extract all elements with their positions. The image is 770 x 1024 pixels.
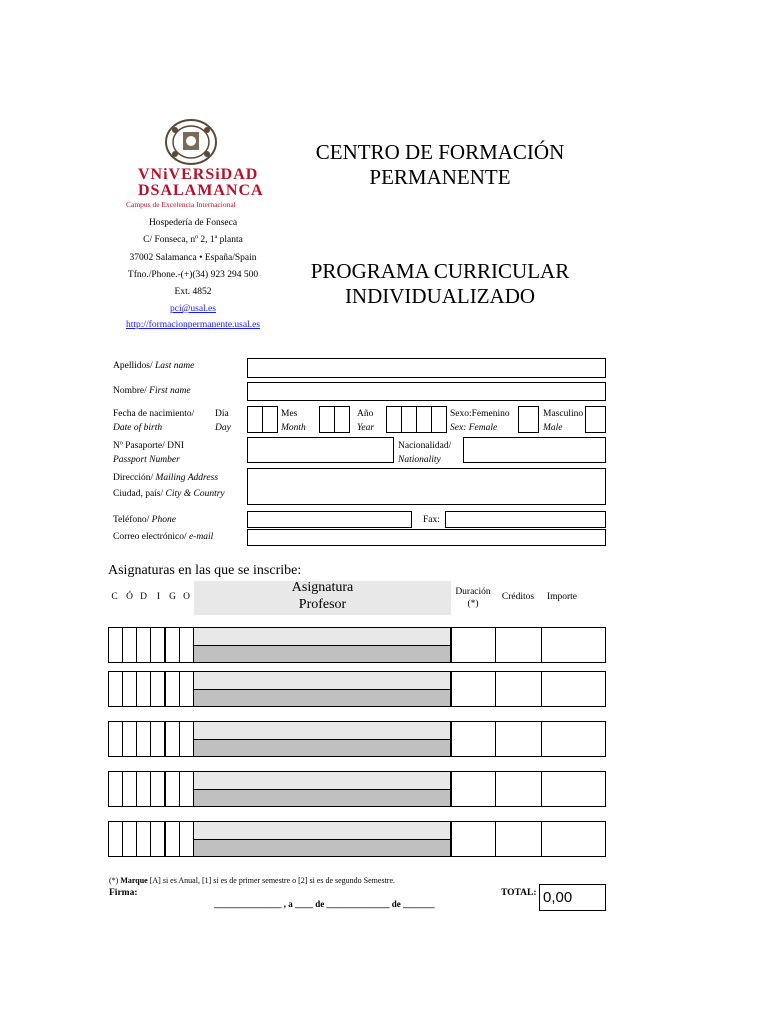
total-label: TOTAL:	[501, 888, 537, 898]
credits-header-label: Créditos	[501, 592, 535, 602]
firstname-label: Nombre/ First name	[113, 386, 191, 396]
credits-input[interactable]	[495, 627, 542, 663]
fax-input[interactable]	[445, 511, 606, 528]
signature-label: Firma:	[109, 888, 138, 898]
logo-line2: DSALAMANCA	[138, 182, 264, 199]
duration-input[interactable]	[451, 671, 496, 707]
code-cell[interactable]	[165, 671, 180, 707]
contact-line1: Hospedería de Fonseca	[148, 218, 238, 228]
day-label: Día Day	[215, 409, 231, 433]
code-cell[interactable]	[122, 671, 137, 707]
code-cell[interactable]	[108, 771, 123, 807]
footer-note: (*) Marque [A] si es Anual, [1] si es de primer semestre o [2] si es de segundo Semestre.	[109, 876, 396, 885]
code-letter-g: G	[169, 592, 176, 602]
day-digit-2[interactable]	[262, 406, 278, 433]
duration-input[interactable]	[451, 821, 496, 857]
university-logo	[120, 118, 270, 213]
code-cell[interactable]	[179, 627, 194, 663]
total-value: 0,00	[543, 889, 573, 906]
code-letter-o-acute: Ó	[126, 592, 133, 602]
female-checkbox[interactable]	[518, 406, 539, 433]
code-cell[interactable]	[165, 627, 180, 663]
code-cell[interactable]	[122, 627, 137, 663]
month-label: Mes Month	[281, 409, 306, 433]
duration-input[interactable]	[451, 627, 496, 663]
crest-icon	[163, 118, 219, 166]
credits-input[interactable]	[495, 771, 542, 807]
contact-line4: Tfno./Phone.-(+)(34) 923 294 500	[127, 270, 259, 280]
code-cell[interactable]	[108, 671, 123, 707]
code-cell[interactable]	[179, 671, 194, 707]
month-digit-2[interactable]	[334, 406, 350, 433]
teacher-input[interactable]	[193, 689, 451, 707]
code-cell[interactable]	[136, 821, 151, 857]
address-label: Dirección/ Mailing Address	[113, 473, 219, 483]
amount-input[interactable]	[541, 771, 606, 807]
code-cell[interactable]	[136, 771, 151, 807]
passport-label: Nº Pasaporte/ DNI Passport Number	[113, 441, 185, 465]
credits-input[interactable]	[495, 671, 542, 707]
passport-input[interactable]	[247, 437, 394, 463]
male-checkbox[interactable]	[585, 406, 606, 433]
teacher-header-label: Profesor	[298, 597, 347, 612]
center-title: CENTRO DE FORMACIÓN PERMANENTE	[315, 140, 565, 189]
male-label: Masculino Male	[543, 409, 584, 433]
code-cell[interactable]	[122, 771, 137, 807]
web-link[interactable]: http://formacionpermanente.usal.es	[125, 320, 260, 330]
code-cell[interactable]	[122, 821, 137, 857]
amount-input[interactable]	[541, 721, 606, 757]
lastname-input[interactable]	[247, 358, 606, 378]
code-letter-i: I	[156, 592, 161, 602]
logo-line1: VNiVERSiDAD	[138, 166, 259, 183]
dob-label: Fecha de nacimiento/ Date of birth	[113, 409, 195, 433]
teacher-input[interactable]	[193, 839, 451, 857]
phone-input[interactable]	[247, 511, 412, 528]
email-link[interactable]: pci@usal.es	[170, 304, 216, 314]
code-cell[interactable]	[108, 721, 123, 757]
firstname-input[interactable]	[247, 382, 606, 401]
email-label: Correo electrónico/ e-mail	[113, 532, 214, 542]
duration-header-label: Duración	[455, 587, 491, 597]
code-cell[interactable]	[150, 627, 165, 663]
subjects-heading: Asignaturas en las que se inscribe:	[108, 563, 302, 578]
teacher-input[interactable]	[193, 789, 451, 807]
code-cell[interactable]	[150, 771, 165, 807]
city-label: Ciudad, país/ City & Country	[113, 489, 225, 499]
code-cell[interactable]	[165, 721, 180, 757]
duration-note-label: (*)	[467, 599, 479, 609]
code-cell[interactable]	[136, 721, 151, 757]
nationality-input[interactable]	[463, 437, 606, 463]
code-cell[interactable]	[108, 821, 123, 857]
address-input[interactable]	[247, 468, 606, 505]
code-cell[interactable]	[150, 671, 165, 707]
code-cell[interactable]	[179, 821, 194, 857]
teacher-input[interactable]	[193, 739, 451, 757]
contact-line2: C/ Fonseca, nº 2, 1ª planta	[143, 235, 243, 245]
code-cell[interactable]	[136, 627, 151, 663]
subject-input[interactable]	[193, 771, 451, 790]
credits-input[interactable]	[495, 721, 542, 757]
subject-input[interactable]	[193, 627, 451, 646]
amount-input[interactable]	[541, 627, 606, 663]
program-title: PROGRAMA CURRICULAR INDIVIDUALIZADO	[310, 259, 570, 308]
year-label: Año Year	[357, 409, 375, 433]
code-letter-c: C	[111, 592, 118, 602]
code-cell[interactable]	[165, 771, 180, 807]
code-letter-d: D	[140, 592, 147, 602]
year-digit-3[interactable]	[416, 406, 432, 433]
fax-label: Fax:	[423, 515, 440, 525]
sex-label: Sexo:Femenino Sex: Female	[450, 409, 510, 433]
amount-input[interactable]	[541, 671, 606, 707]
month-digit-1[interactable]	[319, 406, 335, 433]
contact-line5: Ext. 4852	[174, 287, 212, 297]
code-cell[interactable]	[150, 821, 165, 857]
year-digit-2[interactable]	[401, 406, 417, 433]
duration-input[interactable]	[451, 771, 496, 807]
code-cell[interactable]	[108, 627, 123, 663]
code-cell[interactable]	[179, 771, 194, 807]
code-letter-o: O	[183, 592, 190, 602]
amount-header-label: Importe	[546, 592, 578, 602]
date-line: _______________ , a ____ de ______________ de _______	[214, 899, 435, 909]
logo-tagline: Campus de Excelencia Internacional	[126, 200, 236, 209]
total-value-field[interactable]	[539, 884, 606, 911]
contact-line3: 37002 Salamanca • España/Spain	[129, 253, 257, 263]
code-cell[interactable]	[165, 821, 180, 857]
credits-input[interactable]	[495, 821, 542, 857]
code-cell[interactable]	[150, 721, 165, 757]
year-digit-1[interactable]	[386, 406, 402, 433]
lastname-label: Apellidos/ Last name	[113, 361, 195, 371]
subject-header-label: Asignatura	[291, 580, 354, 595]
subject-input[interactable]	[193, 721, 451, 740]
year-digit-4[interactable]	[431, 406, 447, 433]
subject-input[interactable]	[193, 671, 451, 690]
amount-input[interactable]	[541, 821, 606, 857]
nationality-label: Nacionalidad/ Nationality	[398, 441, 452, 465]
email-input[interactable]	[247, 529, 606, 546]
code-cell[interactable]	[179, 721, 194, 757]
duration-input[interactable]	[451, 721, 496, 757]
subject-input[interactable]	[193, 821, 451, 840]
code-cell[interactable]	[136, 671, 151, 707]
code-cell[interactable]	[122, 721, 137, 757]
day-digit-1[interactable]	[247, 406, 263, 433]
teacher-input[interactable]	[193, 645, 451, 663]
phone-label: Teléfono/ Phone	[113, 515, 176, 525]
